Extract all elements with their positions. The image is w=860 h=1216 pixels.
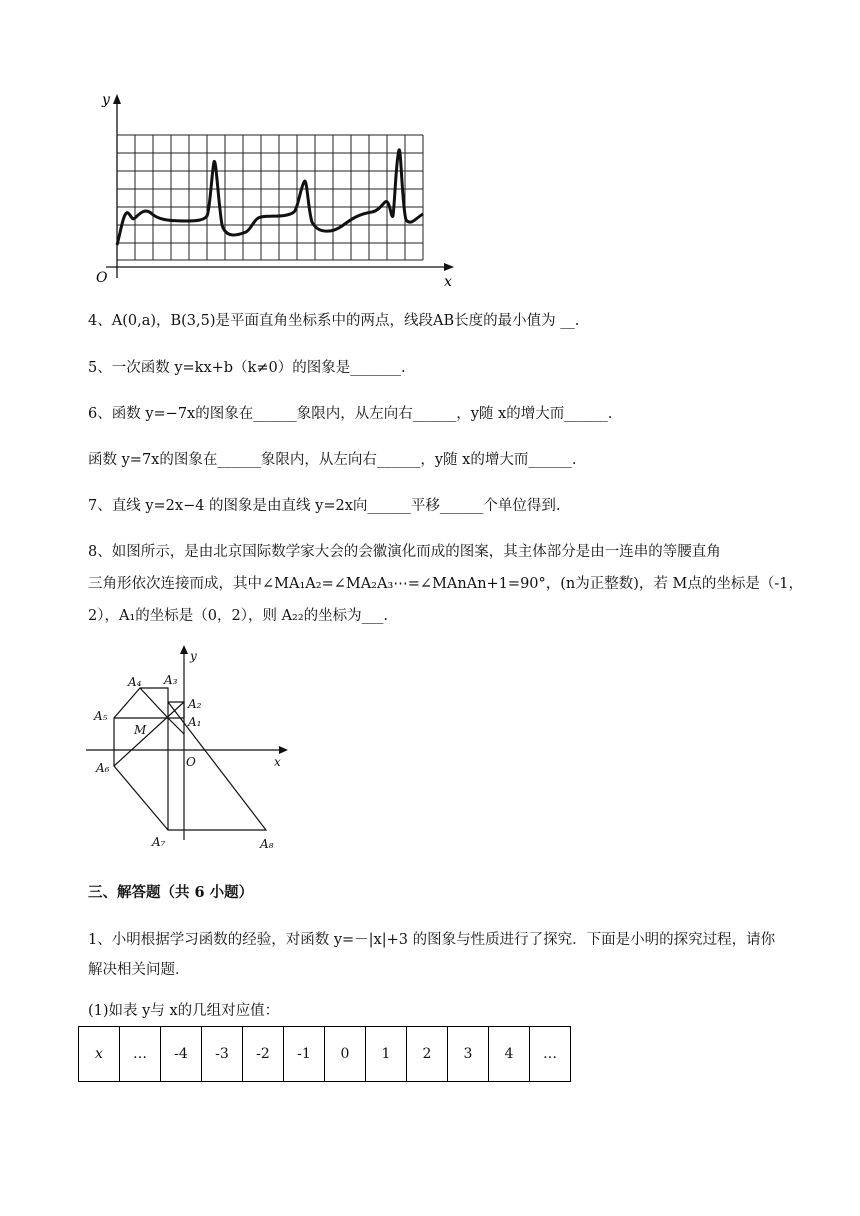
label-A5: A₅ — [94, 709, 108, 723]
value-table — [78, 1026, 571, 1082]
label-A3: A₃ — [164, 673, 178, 687]
label-A2: A₂ — [188, 697, 202, 711]
triangle-spiral-figure — [86, 640, 306, 860]
table-row — [79, 1027, 571, 1082]
table-cell: … — [120, 1027, 161, 1082]
label-A1: A₁ — [188, 715, 202, 729]
label-O: O — [186, 755, 196, 769]
question-8-line-1: 8、如图所示，是由北京国际数学家大会的会徽演化而成的图案，其主体部分是由一连串的等腰直角 — [88, 544, 721, 560]
question-8-line-2: 三角形依次连接而成，其中∠MA₁A₂=∠MA₂A₃⋯=∠MAnAn+1=90°，(n为正整数)，若 M点的坐标是（-1， — [88, 576, 804, 592]
question-8-line-3: 2），A₁的坐标是（0，2），则 A₂₂的坐标为___. — [88, 608, 389, 624]
label-y: y — [190, 649, 197, 663]
table-cell: … — [530, 1027, 571, 1082]
label-A7: A₇ — [152, 835, 166, 849]
label-A8: A₈ — [260, 837, 274, 851]
table-cell: 4 — [489, 1027, 530, 1082]
table-cell: -3 — [202, 1027, 243, 1082]
table-cell: 3 — [448, 1027, 489, 1082]
y-axis-arrow-icon — [113, 94, 121, 104]
question-6-part-b: 函数 y=7x的图象在______象限内，从左向右______，y随 x的增大而______. — [88, 452, 577, 468]
x-axis-arrow-icon — [444, 263, 454, 271]
wave-curve — [117, 150, 423, 245]
origin-label: O — [96, 270, 108, 286]
x-axis-arrow-icon — [279, 746, 288, 754]
grid — [117, 135, 423, 278]
table-cell: x — [79, 1027, 120, 1082]
table-cell: 1 — [366, 1027, 407, 1082]
question-4: 4、A(0,a)，B(3,5)是平面直角坐标系中的两点，线段AB长度的最小值为 __. — [88, 313, 580, 329]
question-6-part-a: 6、函数 y=−7x的图象在______象限内，从左向右______，y随 x的增大而______. — [88, 406, 613, 422]
x-axis-label: x — [444, 274, 452, 290]
section-3-heading: 三、解答题（共 6 小题） — [88, 884, 254, 901]
y-axis-arrow-icon — [180, 645, 188, 654]
label-A6: A₆ — [96, 761, 110, 775]
problem-1-sub-1: (1)如表 y与 x的几组对应值： — [88, 1003, 280, 1019]
label-M: M — [134, 723, 147, 737]
label-A4: A₄ — [128, 675, 142, 689]
table-cell: -1 — [284, 1027, 325, 1082]
table-cell: 0 — [325, 1027, 366, 1082]
table-cell: -4 — [161, 1027, 202, 1082]
y-axis-label: y — [102, 92, 110, 108]
label-x: x — [274, 755, 281, 769]
table-cell: 2 — [407, 1027, 448, 1082]
question-7: 7、直线 y=2x−4 的图象是由直线 y=2x向______平移______个单位得到. — [88, 498, 561, 514]
question-5: 5、一次函数 y=kx+b（k≠0）的图象是_______. — [88, 360, 406, 376]
problem-1-intro: 1、小明根据学习函数的经验，对函数 y=－|x|+3 的图象与性质进行了探究．下面是小明的探究过程，请你解决相关问题． — [88, 932, 776, 978]
wave-graph-figure — [86, 90, 466, 290]
table-cell: -2 — [243, 1027, 284, 1082]
